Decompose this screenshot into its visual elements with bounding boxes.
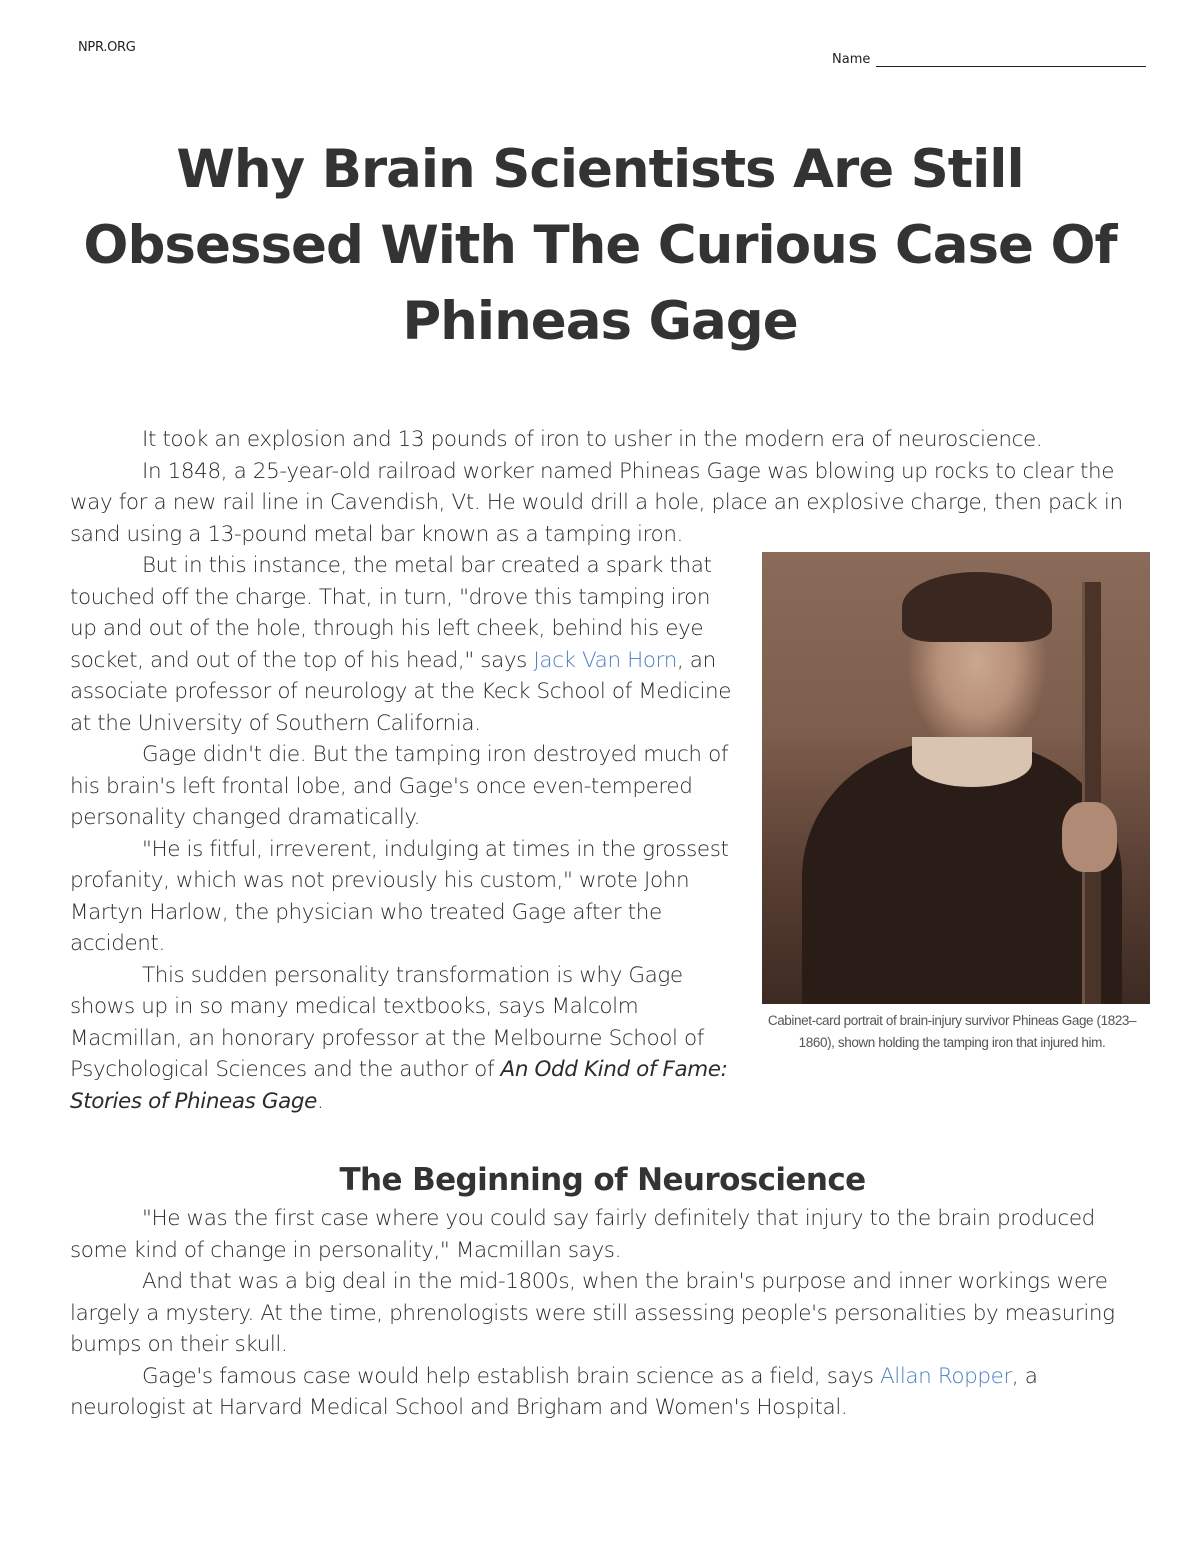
article-body: [70, 424, 1135, 1424]
section-paragraph-3-text-a: Gage's famous case would help establish brain science as a field, says: [142, 1363, 880, 1389]
article-title: Why Brain Scientists Are Still Obsessed With The Curious Case Of Phineas Gage: [83, 139, 1117, 352]
name-label: Name: [832, 52, 871, 67]
name-blank-line: [876, 54, 1146, 67]
section-paragraph-2: And that was a big deal in the mid-1800s, when the brain's purpose and inner workings were largely a mystery. At the time, phrenologists were still assessing people's personalities by measuring bumps on their skull.: [70, 1269, 1115, 1357]
section-paragraph-3-text-b: , a neurologist at Harvard Medical School and Brigham and Women's Hospital.: [70, 1363, 1038, 1420]
paragraph-2: In 1848, a 25-year-old railroad worker named Phineas Gage was blowing up rocks to clear the way for a new rail line in Cavendish, Vt. He would drill a hole, place an explosive charge, then pack in sand using a 13-pound metal bar known as a tamping iron.: [70, 458, 1123, 547]
section-heading: The Beginning of Neuroscience: [339, 1162, 866, 1198]
paragraph-5: "He is fitful, irreverent, indulging at times in the grossest profanity, which was not previously his custom," wrote John Martyn Harlow, the physician who treated Gage after the accident.: [70, 836, 729, 956]
paragraph-1: It took an explosion and 13 pounds of iron to usher in the modern era of neuroscience.: [142, 427, 1043, 452]
figure: [752, 552, 1152, 1054]
figure-caption: Cabinet-card portrait of brain-injury survivor Phineas Gage (1823–1860), shown holding the tamping iron that injured him.: [767, 1013, 1137, 1050]
allan-ropper-link[interactable]: Allan Ropper: [879, 1363, 1012, 1389]
phineas-gage-portrait: [762, 552, 1150, 1004]
paragraph-6-text-a: This sudden personality transformation is why Gage shows up in so many medical textbooks, says Malcolm Macmillan, an honorary professor at the Melbourne School of Psychological Sciences and the author of: [70, 962, 704, 1082]
section-paragraph-3: [70, 1361, 1135, 1424]
book-title: An Odd Kind of Fame: Stories of Phineas Gage: [70, 1057, 728, 1114]
source-label: NPR.ORG: [78, 40, 136, 55]
jack-van-horn-link[interactable]: Jack Van Horn: [533, 647, 677, 673]
name-field: [832, 52, 1146, 67]
paragraph-3-text-a: But in this instance, the metal bar created a spark that touched off the charge. That, in turn, "drove this tamping iron up and out of the hole, through his left cheek, behind his eye socket, and out of the top of his head," says: [70, 553, 712, 673]
paragraph-4: Gage didn't die. But the tamping iron destroyed much of his brain's left frontal lobe, and Gage's once even-tempered personality changed dramatically.: [70, 742, 728, 830]
paragraph-3-text-b: , an associate professor of neurology at the Keck School of Medicine at the University of Southern California.: [70, 647, 732, 736]
section-paragraph-1: "He was the first case where you could say fairly definitely that injury to the brain produced some kind of change in personality," Macmillan says.: [70, 1206, 1095, 1263]
paragraph-6-text-b: .: [317, 1088, 324, 1114]
